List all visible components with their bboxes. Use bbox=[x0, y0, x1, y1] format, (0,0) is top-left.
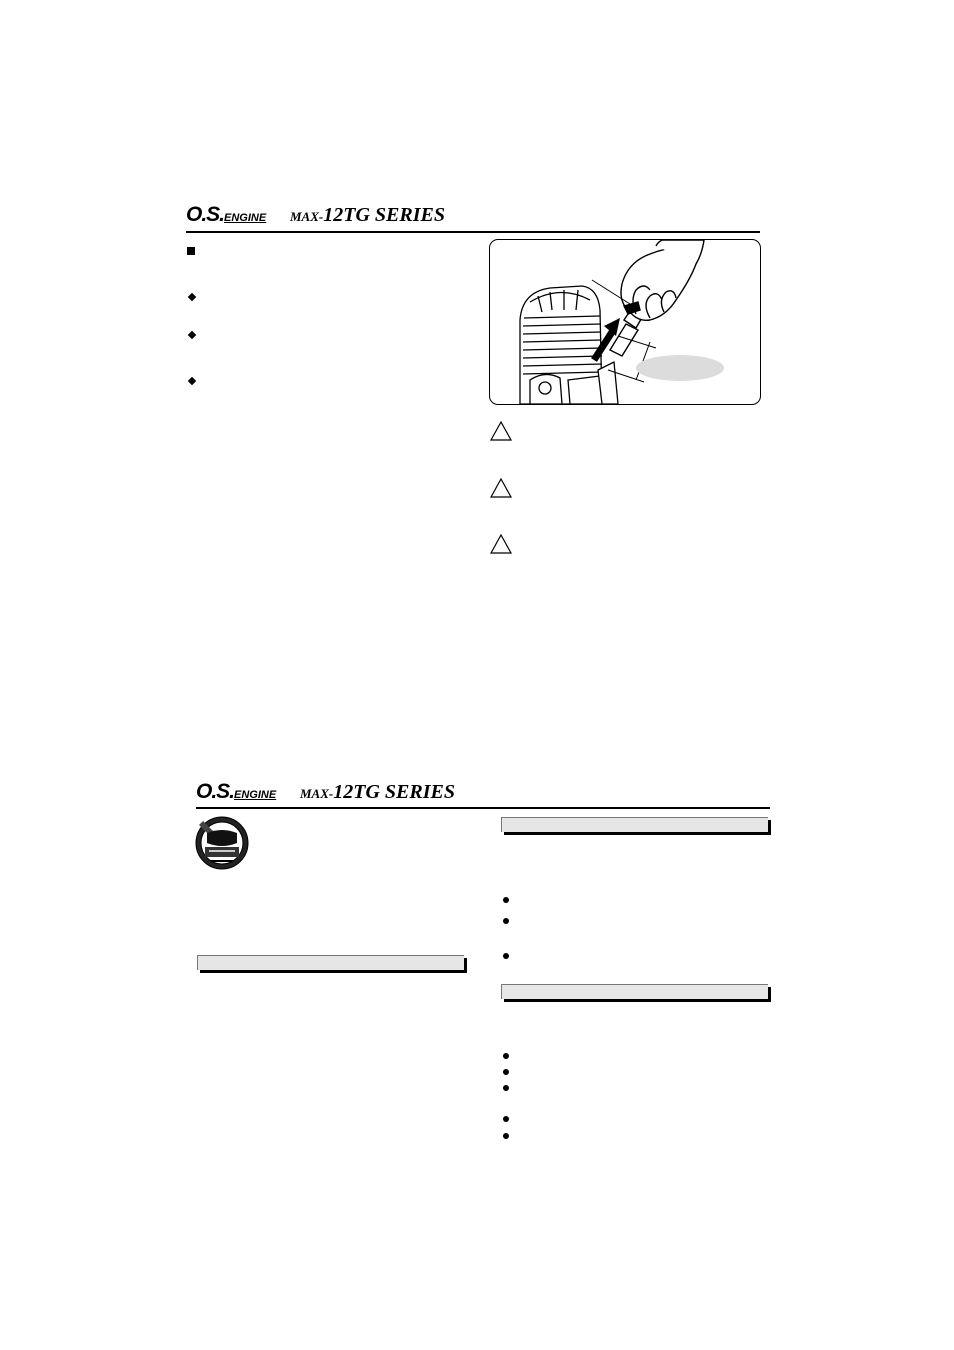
round-bullet-icon bbox=[503, 953, 509, 959]
figure-label-ellipse bbox=[636, 355, 724, 381]
round-bullet-icon bbox=[503, 1116, 509, 1122]
round-bullet-icon bbox=[503, 1133, 509, 1139]
os-glow-plug-seal-icon bbox=[193, 813, 251, 871]
brand-engine-text: ENGINE bbox=[234, 789, 277, 801]
series-model: 12TG SERIES bbox=[323, 204, 445, 226]
glow-plug-illustration bbox=[489, 239, 761, 405]
series-prefix: MAX- bbox=[290, 209, 324, 224]
warning-triangle-icon bbox=[490, 478, 512, 498]
brand-engine-text: ENGINE bbox=[224, 212, 267, 224]
series-title bbox=[290, 204, 445, 227]
diamond-bullet-icon bbox=[188, 293, 196, 301]
section-heading-bar bbox=[197, 955, 464, 970]
top-header-rule bbox=[186, 231, 760, 233]
series-title bbox=[300, 781, 455, 804]
series-prefix: MAX- bbox=[300, 786, 334, 801]
warning-triangle-icon bbox=[490, 534, 512, 554]
diamond-bullet-icon bbox=[188, 377, 196, 385]
brand-os-text: O.S. bbox=[196, 780, 235, 803]
os-brand-logo bbox=[196, 780, 276, 804]
round-bullet-icon bbox=[503, 918, 509, 924]
section-heading-bar bbox=[501, 817, 768, 832]
round-bullet-icon bbox=[503, 1085, 509, 1091]
os-brand-logo bbox=[186, 203, 266, 227]
section-heading-bar bbox=[501, 984, 768, 999]
round-bullet-icon bbox=[503, 897, 509, 903]
bottom-header-rule bbox=[196, 807, 770, 809]
diamond-bullet-icon bbox=[188, 331, 196, 339]
series-model: 12TG SERIES bbox=[333, 781, 455, 803]
round-bullet-icon bbox=[503, 1069, 509, 1075]
round-bullet-icon bbox=[503, 1053, 509, 1059]
square-bullet-icon bbox=[187, 247, 195, 255]
brand-os-text: O.S. bbox=[186, 203, 225, 226]
warning-triangle-icon bbox=[490, 421, 512, 441]
engine-hand-drawing bbox=[490, 240, 760, 404]
